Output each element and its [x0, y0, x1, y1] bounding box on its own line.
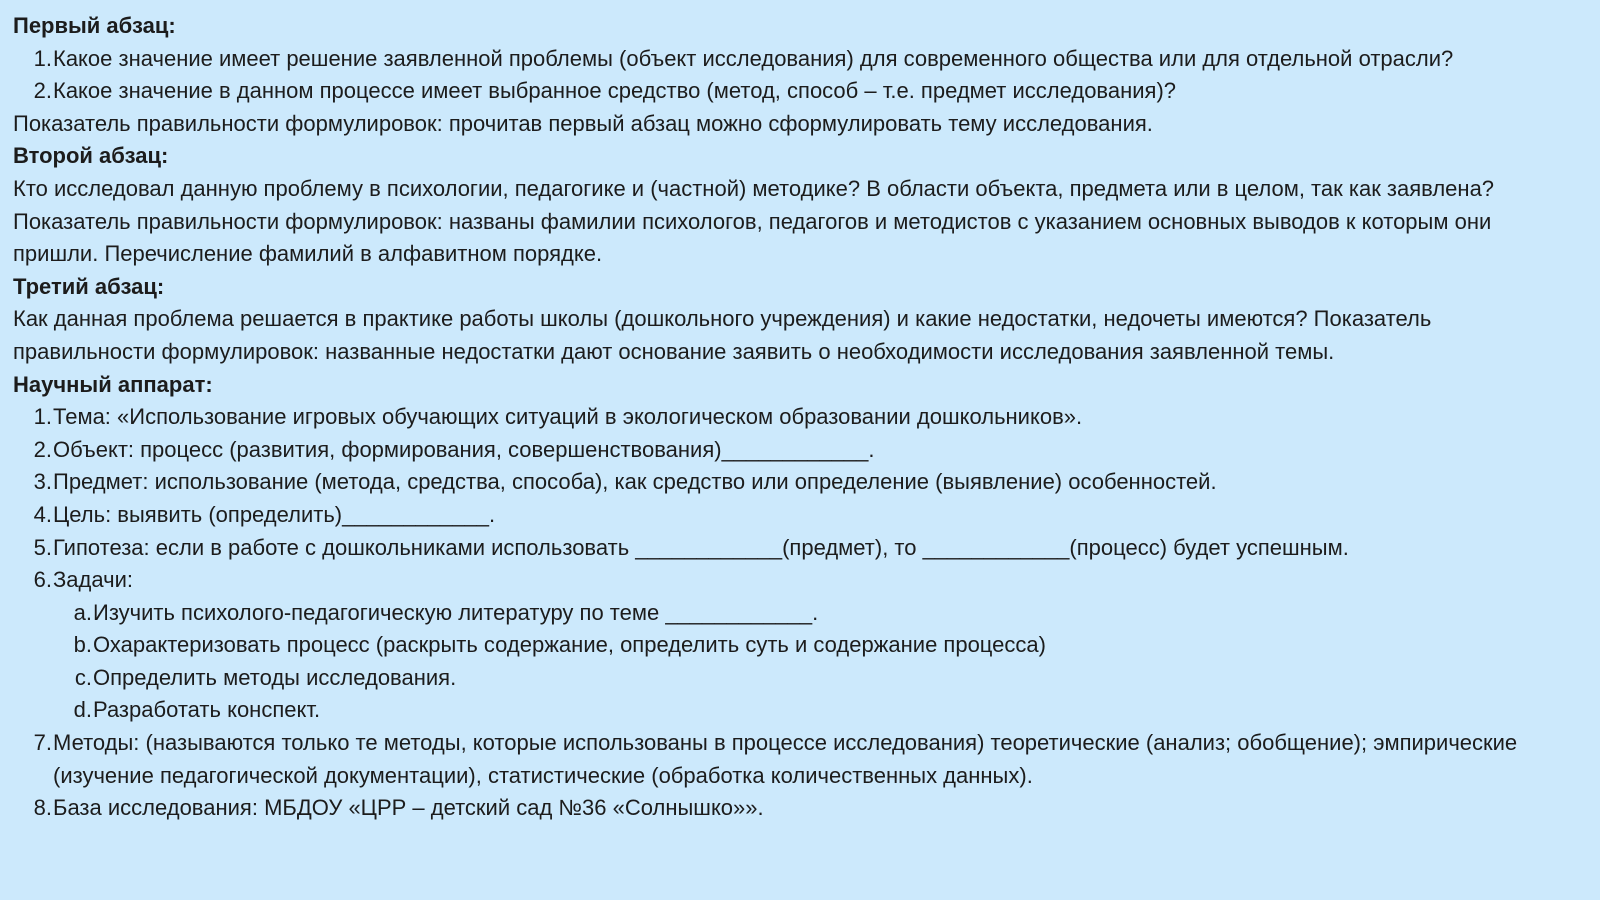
sublist-item	[53, 662, 1565, 695]
list-marker: 5.	[33, 534, 52, 560]
list-marker: 2.	[33, 78, 52, 104]
first-paragraph-list	[13, 43, 1565, 108]
first-paragraph-note: Показатель правильности формулировок: прочитав первый абзац можно сформулировать тему исследования.	[13, 110, 1153, 136]
list-marker: 1.	[33, 45, 52, 71]
list-marker: 1.	[33, 404, 52, 430]
list-item	[13, 727, 1565, 792]
list-item	[13, 564, 1565, 597]
list-item-text: Цель: выявить (определить)____________.	[53, 501, 496, 527]
section-heading-scientific-apparatus: Научный аппарат:	[13, 371, 213, 397]
list-marker: a.	[73, 599, 92, 625]
tasks-sublist	[13, 597, 1565, 727]
list-item-text: Предмет: использование (метода, средства, способа), как средство или определение (выявление) особенностей.	[53, 469, 1217, 495]
sublist-item-text: Разработать конспект.	[93, 697, 321, 723]
list-marker: 2.	[33, 436, 52, 462]
sublist-item-text: Охарактеризовать процесс (раскрыть содержание, определить суть и содержание процесса)	[93, 632, 1046, 658]
list-item	[13, 75, 1565, 108]
sublist-item-text: Определить методы исследования.	[93, 664, 457, 690]
list-marker: d.	[73, 697, 92, 723]
list-item	[13, 499, 1565, 532]
list-item-text: Методы: (называются только те методы, которые использованы в процессе исследования) теоретические (анализ; обобщение); эмпирические (изучение педагогической документации), статистические (обработка количественных данных).	[53, 730, 1518, 788]
list-item	[13, 792, 1565, 825]
third-paragraph-text: Как данная проблема решается в практике работы школы (дошкольного учреждения) и какие недостатки, недочеты имеются? Показатель правильности формулировок: названные недостатки дают основание заявить о необходимости исследования заявленной темы.	[13, 306, 1432, 364]
list-item-text: Тема: «Использование игровых обучающих ситуаций в экологическом образовании дошкольников».	[53, 404, 1083, 430]
second-paragraph-text: Кто исследовал данную проблему в психологии, педагогике и (частной) методике? В области объекта, предмета или в целом, так как заявлена? Показатель правильности формулировок: названы фамилии психологов, педагогов и методистов с указанием основных выводов к которым они пришли. Перечисление фамилий в алфавитном порядке.	[13, 175, 1495, 267]
sublist-item	[53, 597, 1565, 630]
list-marker: c.	[74, 664, 92, 690]
list-marker: 4.	[33, 501, 52, 527]
section-heading-third-paragraph: Третий абзац:	[13, 273, 165, 299]
list-marker: 3.	[33, 469, 52, 495]
list-item	[13, 466, 1565, 499]
list-item-text: Задачи:	[53, 567, 133, 593]
list-marker: b.	[73, 632, 92, 658]
list-item	[13, 43, 1565, 76]
list-item	[13, 532, 1565, 565]
scientific-apparatus-list-continued	[13, 727, 1565, 825]
list-item	[13, 434, 1565, 467]
list-marker: 8.	[33, 795, 52, 821]
section-heading-second-paragraph: Второй абзац:	[13, 143, 169, 169]
sublist-item	[53, 629, 1565, 662]
list-item-text: Объект: процесс (развития, формирования, совершенствования)____________.	[53, 436, 875, 462]
list-marker: 7.	[33, 730, 52, 756]
sublist-item	[53, 694, 1565, 727]
list-item-text: База исследования: МБДОУ «ЦРР – детский сад №36 «Солнышко»».	[53, 795, 764, 821]
scientific-apparatus-list	[13, 401, 1565, 597]
list-item-text: Какое значение в данном процессе имеет выбранное средство (метод, способ – т.е. предмет исследования)?	[53, 78, 1177, 104]
sublist-item-text: Изучить психолого-педагогическую литературу по теме ____________.	[93, 599, 819, 625]
document-body	[13, 10, 1565, 825]
section-heading-first-paragraph: Первый абзац:	[13, 13, 176, 38]
list-marker: 6.	[33, 567, 52, 593]
list-item-text: Гипотеза: если в работе с дошкольниками использовать ____________(предмет), то ____________(процесс) будет успешным.	[53, 534, 1349, 560]
list-item-text: Какое значение имеет решение заявленной проблемы (объект исследования) для современного общества или для отдельной отрасли?	[53, 45, 1454, 71]
list-item	[13, 401, 1565, 434]
